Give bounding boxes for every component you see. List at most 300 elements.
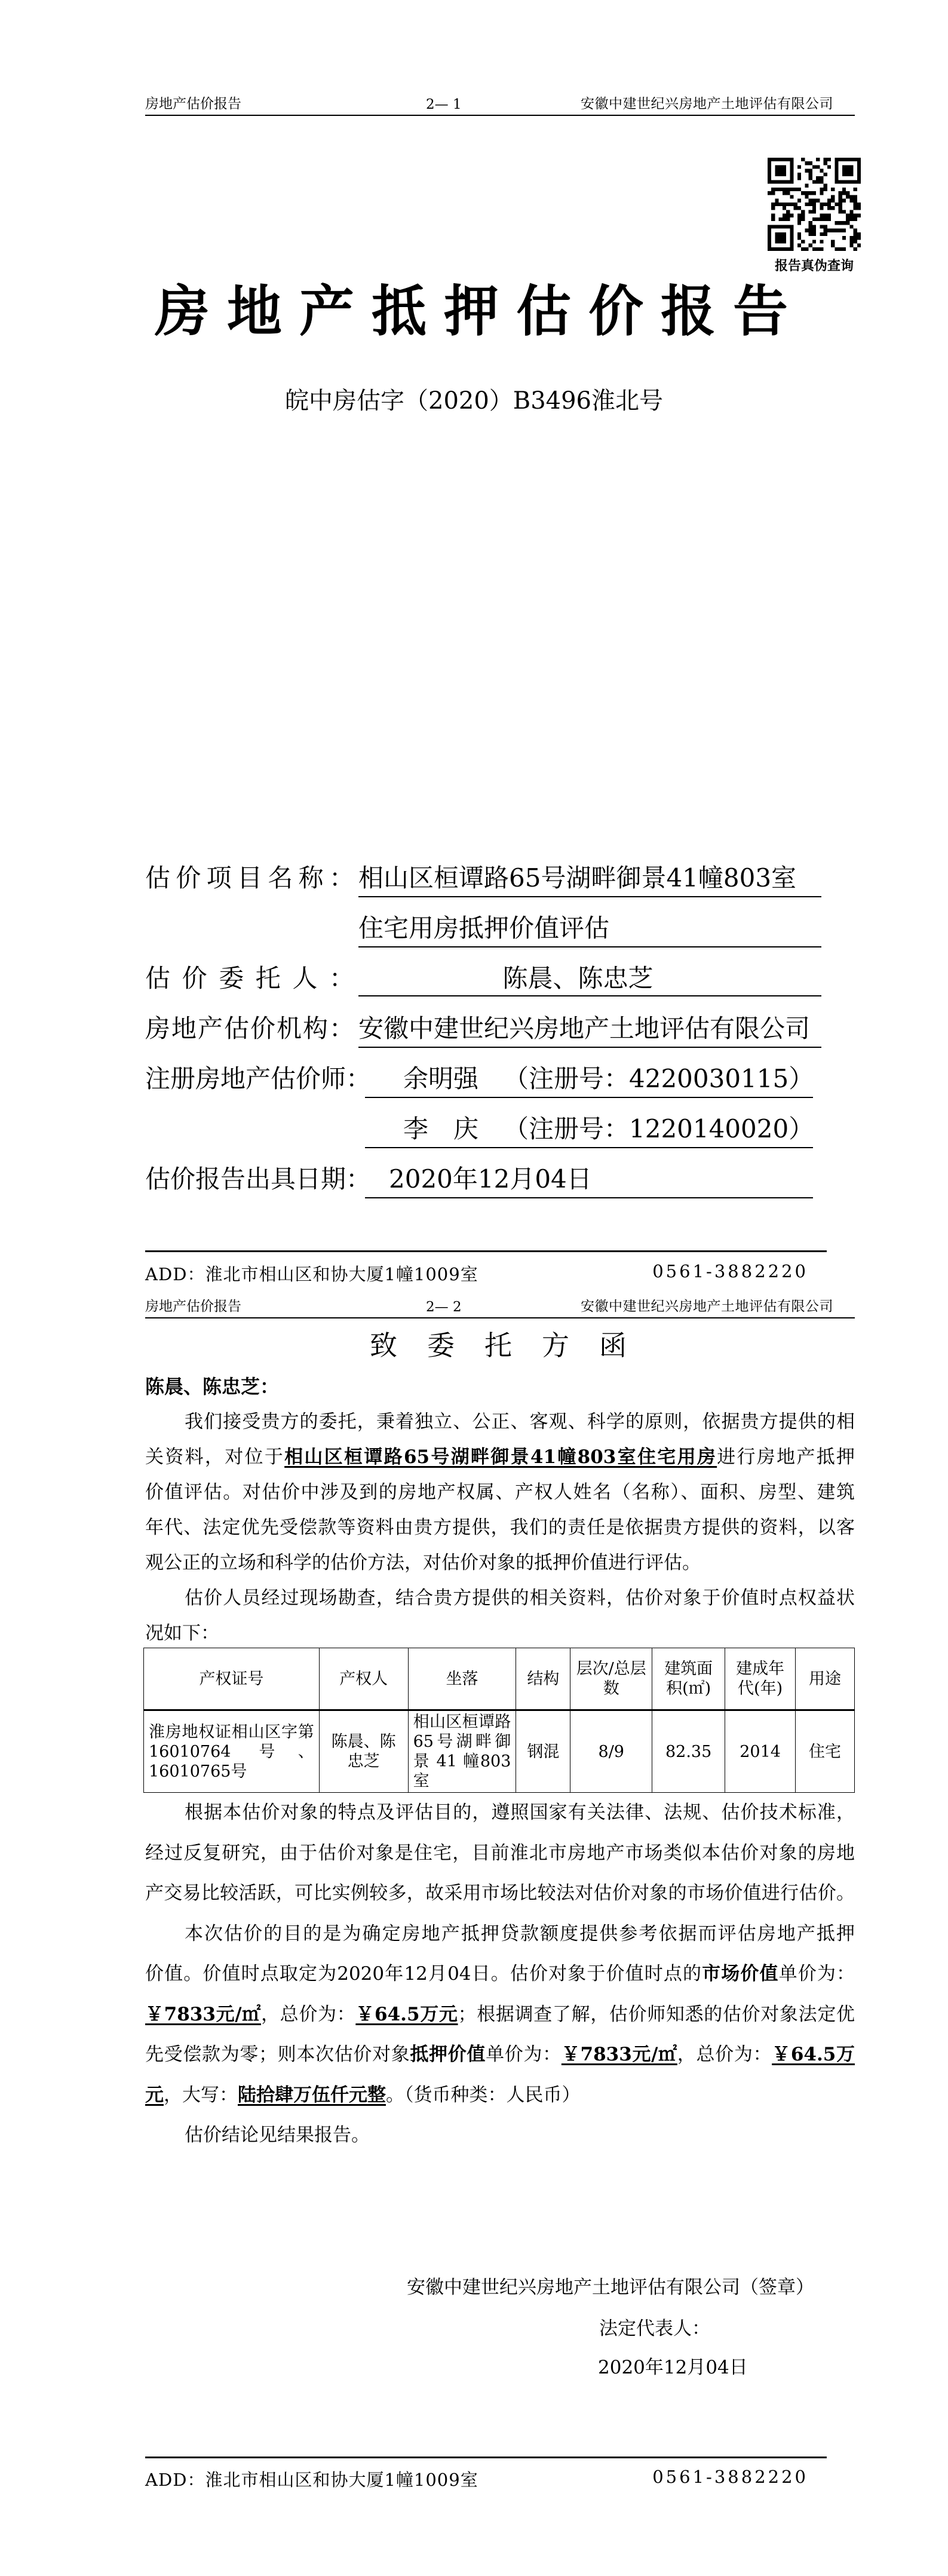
qr-module: [812, 191, 816, 195]
qr-module: [786, 203, 790, 206]
underlined-value: 相山区桓谭路65号湖畔御景41幢803室住宅用房: [284, 1446, 717, 1468]
qr-module: [824, 214, 827, 217]
underlined-value: 陆拾肆万伍仟元整: [238, 2084, 386, 2106]
qr-module: [783, 247, 786, 251]
text-segment: 。（货币种类：人民币）: [386, 2084, 581, 2106]
qr-module: [801, 214, 805, 217]
qr-module: [801, 191, 805, 195]
field-client: [145, 962, 826, 995]
qr-module: [790, 188, 793, 191]
cell-owner: 陈晨、陈忠芝: [319, 1710, 408, 1793]
qr-module: [809, 169, 812, 173]
qr-module: [857, 169, 861, 173]
footer-divider: [145, 2457, 827, 2458]
qr-module: [783, 232, 786, 236]
signature-company: 安徽中建世纪兴房地产土地评估有限公司（签章）: [407, 2277, 814, 2298]
qr-module: [786, 158, 790, 161]
text-segment: 况如下：: [145, 1623, 219, 1644]
paragraph-line: [145, 1793, 855, 1833]
report-date: 2020年12月04日: [389, 1164, 592, 1194]
qr-module: [779, 173, 783, 176]
qr-module: [771, 180, 775, 183]
qr-module: [797, 214, 801, 217]
cell-usage: 住宅: [796, 1710, 855, 1793]
qr-module: [849, 244, 853, 247]
paragraph-line: [145, 1833, 855, 1874]
qr-module: [775, 203, 778, 206]
qr-module: [820, 188, 823, 191]
letter-body-conclusion: [145, 1793, 855, 2156]
qr-module: [768, 158, 771, 161]
qr-module: [842, 221, 846, 225]
qr-module: [854, 229, 857, 232]
qr-module: [849, 195, 853, 198]
qr-module: [839, 158, 842, 161]
qr-module: [797, 221, 801, 225]
qr-module: [809, 176, 812, 180]
table-header: 产权人: [319, 1648, 408, 1710]
table-header-row: [144, 1648, 855, 1710]
field-label: 估价委托人：: [145, 964, 354, 993]
qr-module: [797, 176, 801, 180]
qr-module: [842, 191, 846, 195]
qr-module: [857, 165, 861, 168]
footer-divider: [145, 1250, 827, 1252]
qr-module: [849, 180, 853, 183]
qr-module: [857, 180, 861, 183]
qr-module: [835, 180, 838, 183]
qr-module: [842, 169, 846, 173]
text-segment: 估价人员经过现场勘查，结合贵方提供的相关资料，估价对象于价值时点权益状: [185, 1587, 855, 1609]
header-page-number: 2— 2: [426, 1299, 462, 1315]
qr-module: [812, 225, 816, 228]
underlined-value: ￥64.5万元: [355, 2003, 458, 2025]
header-report-type: 房地产估价报告: [145, 96, 241, 112]
cell-structure: 钢混: [516, 1710, 570, 1793]
qr-module: [849, 217, 853, 221]
qr-module: [783, 214, 786, 217]
cell-floor: 8/9: [570, 1710, 652, 1793]
qr-module: [824, 158, 827, 161]
table-header: 产权证号: [144, 1648, 320, 1710]
qr-module: [846, 191, 849, 195]
qr-module: [812, 232, 816, 236]
qr-module: [790, 169, 793, 173]
qr-module: [854, 195, 857, 198]
qr-module: [801, 240, 805, 243]
qr-module: [854, 206, 857, 210]
qr-module: [790, 214, 793, 217]
footer-address: ADD：淮北市相山区和协大厦1幢1009室: [145, 2470, 478, 2490]
qr-caption: 报告真伪查询: [774, 258, 854, 274]
qr-module: [846, 180, 849, 183]
qr-module: [812, 203, 816, 206]
qr-module: [854, 199, 857, 203]
qr-module: [849, 214, 853, 217]
qr-module: [857, 214, 861, 217]
paragraph-line: [145, 1475, 855, 1510]
qr-module: [835, 247, 838, 251]
qr-module: [857, 206, 861, 210]
qr-module: [809, 191, 812, 195]
qr-module: [775, 225, 778, 228]
qr-module: [790, 225, 793, 228]
qr-module: [779, 225, 783, 228]
underlined-value: ￥7833元/㎡: [145, 2003, 261, 2025]
qr-module: [849, 173, 853, 176]
qr-module: [790, 236, 793, 240]
qr-module: [797, 165, 801, 168]
appraiser-reg-no: （注册号：1220140020）: [504, 1114, 814, 1143]
qr-module: [835, 229, 838, 232]
qr-module: [771, 188, 775, 191]
bold-term: 市场价值: [702, 1963, 779, 1985]
qr-module: [771, 158, 775, 161]
qr-module: [827, 165, 831, 168]
qr-module: [783, 203, 786, 206]
qr-module: [771, 191, 775, 195]
qr-module: [797, 232, 801, 236]
qr-module: [797, 173, 801, 176]
qr-module: [768, 240, 771, 243]
report-number: 皖中房估字（2020）B3496淮北号: [285, 387, 663, 415]
qr-module: [824, 225, 827, 228]
qr-module: [801, 247, 805, 251]
qr-module: [790, 173, 793, 176]
qr-module: [839, 199, 842, 203]
page-header: [145, 91, 855, 116]
table-header: 层次/总层数: [570, 1648, 652, 1710]
qr-module: [849, 199, 853, 203]
qr-module: [857, 173, 861, 176]
qr-module: [827, 203, 831, 206]
text-segment: 进行房地产抵押: [717, 1446, 855, 1468]
qr-module: [768, 232, 771, 236]
qr-module: [797, 244, 801, 247]
text-segment: 单价为：: [486, 2044, 562, 2065]
qr-module: [783, 165, 786, 168]
qr-module: [775, 169, 778, 173]
qr-module: [839, 180, 842, 183]
qr-module: [849, 240, 853, 243]
qr-module: [768, 169, 771, 173]
qr-module: [797, 188, 801, 191]
paragraph-line: [145, 1404, 855, 1440]
qr-module: [790, 240, 793, 243]
paragraph-line: [145, 1616, 855, 1651]
qr-module: [805, 229, 808, 232]
qr-module: [809, 225, 812, 228]
qr-module: [839, 247, 842, 251]
qr-module: [857, 161, 861, 165]
qr-module: [771, 206, 775, 210]
qr-module: [771, 214, 775, 217]
qr-module: [835, 165, 838, 168]
qr-module: [775, 180, 778, 183]
qr-module: [783, 206, 786, 210]
text-segment: 价值评估。对估价中涉及到的房地产权属、产权人姓名（名称）、面积、房型、建筑: [145, 1482, 855, 1503]
qr-module: [846, 195, 849, 198]
qr-module: [790, 232, 793, 236]
qr-module: [824, 161, 827, 165]
qr-module: [842, 247, 846, 251]
header-page-number: 2— 1: [426, 97, 462, 112]
qr-module: [794, 188, 797, 191]
qr-module: [809, 161, 812, 165]
qr-module: [779, 236, 783, 240]
field-label: 房地产估价机构：: [145, 1014, 354, 1043]
qr-module: [790, 244, 793, 247]
text-segment: 产交易比较活跃，可比实例较多，故采用市场比较法对估价对象的市场价值进行估价。: [145, 1882, 855, 1904]
qr-module: [786, 210, 790, 213]
qr-module: [820, 232, 823, 236]
qr-module: [812, 240, 816, 243]
qr-module: [790, 229, 793, 232]
qr-module: [775, 247, 778, 251]
qr-module: [771, 203, 775, 206]
qr-module: [812, 199, 816, 203]
qr-module: [812, 165, 816, 168]
qr-module: [842, 173, 846, 176]
qr-module: [842, 199, 846, 203]
table-header: 坐落: [408, 1648, 516, 1710]
field-value: 住宅用房抵押价值评估: [358, 912, 821, 947]
qr-module: [779, 180, 783, 183]
qr-module: [827, 199, 831, 203]
qr-module: [831, 195, 835, 198]
report-title: 房地产抵押估价报告: [154, 279, 805, 344]
qr-module: [842, 236, 846, 240]
field-project: [145, 861, 826, 895]
qr-module: [854, 188, 857, 191]
field-value: 相山区桓谭路65号湖畔御景41幢803室: [358, 861, 821, 897]
text-segment: 估价结论见结果报告。: [185, 2124, 370, 2146]
qr-module: [768, 173, 771, 176]
qr-module: [831, 229, 835, 232]
qr-module: [812, 206, 816, 210]
qr-module: [816, 180, 820, 183]
qr-module: [775, 158, 778, 161]
qr-code-icon[interactable]: [768, 158, 861, 251]
qr-module: [812, 210, 816, 213]
letter-title: 致委托方函: [370, 1329, 656, 1361]
qr-module: [812, 180, 816, 183]
field-label: 估价项目名称：: [145, 863, 354, 893]
qr-module: [779, 240, 783, 243]
qr-module: [783, 180, 786, 183]
qr-module: [786, 214, 790, 217]
qr-module: [790, 180, 793, 183]
text-segment: ，大写：: [164, 2084, 238, 2106]
qr-module: [820, 247, 823, 251]
qr-module: [797, 206, 801, 210]
cell-area: 82.35: [652, 1710, 725, 1793]
qr-module: [805, 203, 808, 206]
field-label: 估价报告出具日期：: [145, 1164, 372, 1194]
bold-term: 抵押价值: [410, 2044, 486, 2065]
text-segment: 年代、法定优先受偿款等资料由贵方提供，我们的责任是依据贵方提供的资料，以客: [145, 1517, 855, 1538]
qr-module: [835, 158, 838, 161]
qr-module: [786, 188, 790, 191]
cell-location: 相山区桓谭路65号湖畔御景 41 幢803室: [408, 1710, 516, 1793]
qr-module: [846, 214, 849, 217]
header-report-type: 房地产估价报告: [145, 1299, 241, 1314]
qr-module: [831, 206, 835, 210]
paragraph-line: [145, 2115, 855, 2156]
qr-module: [827, 229, 831, 232]
cell-year: 2014: [725, 1710, 796, 1793]
field-value: [365, 1062, 813, 1098]
qr-module: [783, 169, 786, 173]
qr-module: [809, 203, 812, 206]
qr-module: [831, 240, 835, 243]
qr-module: [824, 203, 827, 206]
qr-module: [824, 184, 827, 188]
text-segment: ，总价为：: [677, 2044, 772, 2065]
qr-module: [854, 158, 857, 161]
underlined-value: ￥7833元/㎡: [561, 2044, 677, 2065]
qr-module: [854, 217, 857, 221]
qr-module: [805, 195, 808, 198]
text-segment: 单价为：: [778, 1963, 855, 1985]
qr-module: [857, 158, 861, 161]
qr-module: [783, 225, 786, 228]
qr-module: [857, 176, 861, 180]
table-header: 用途: [796, 1648, 855, 1710]
qr-module: [831, 199, 835, 203]
qr-module: [827, 206, 831, 210]
qr-module: [768, 165, 771, 168]
qr-module: [768, 225, 771, 228]
signature-legal-rep: 法定代表人：: [599, 2318, 710, 2339]
qr-module: [842, 229, 846, 232]
qr-module: [849, 169, 853, 173]
table-header: 建筑面积(㎡): [652, 1648, 725, 1710]
qr-module: [839, 191, 842, 195]
text-segment: 价值。价值时点取定为2020年12月04日。估价对象于价值时点的: [145, 1963, 702, 1985]
qr-module: [809, 173, 812, 176]
qr-module: [812, 217, 816, 221]
qr-module: [809, 232, 812, 236]
qr-module: [820, 203, 823, 206]
field-project-cont: [145, 912, 826, 945]
qr-module: [854, 214, 857, 217]
qr-module: [824, 217, 827, 221]
header-company: 安徽中建世纪兴房地产土地评估有限公司: [581, 1299, 833, 1314]
qr-module: [790, 161, 793, 165]
qr-module: [801, 210, 805, 213]
table-header: 建成年代(年): [725, 1648, 796, 1710]
qr-module: [805, 184, 808, 188]
qr-module: [839, 210, 842, 213]
qr-module: [854, 203, 857, 206]
text-segment: ；根据调查了解，估价师知悉的估价对象法定优: [458, 2003, 855, 2025]
qr-module: [797, 236, 801, 240]
qr-module: [820, 176, 823, 180]
qr-module: [846, 221, 849, 225]
qr-module: [786, 225, 790, 228]
field-value: [365, 1163, 813, 1198]
appraiser-reg-no: （注册号：4220030115）: [504, 1064, 814, 1093]
qr-module: [768, 176, 771, 180]
qr-module: [846, 173, 849, 176]
text-segment: 先受偿款为零；则本次估价对象: [145, 2044, 410, 2065]
qr-module: [779, 217, 783, 221]
qr-module: [820, 217, 823, 221]
qr-module: [842, 210, 846, 213]
qr-module: [783, 236, 786, 240]
paragraph-line: [145, 1545, 855, 1581]
qr-module: [775, 165, 778, 168]
qr-module: [839, 229, 842, 232]
qr-module: [827, 214, 831, 217]
qr-module: [771, 217, 775, 221]
qr-module: [816, 247, 820, 251]
qr-module: [783, 191, 786, 195]
field-value: 安徽中建世纪兴房地产土地评估有限公司: [358, 1012, 821, 1048]
text-segment: 本次估价的目的是为确定房地产抵押贷款额度提供参考依据而评估房地产抵押: [185, 1922, 855, 1945]
qr-module: [849, 158, 853, 161]
paragraph-line: [145, 1581, 855, 1616]
paragraph-line: [145, 1995, 855, 2035]
qr-module: [794, 206, 797, 210]
qr-module: [779, 232, 783, 236]
field-label: 注册房地产估价师：: [145, 1064, 372, 1093]
qr-module: [849, 225, 853, 228]
qr-module: [854, 247, 857, 251]
underlined-value: 元: [145, 2084, 164, 2106]
qr-module: [775, 232, 778, 236]
signature-date: 2020年12月04日: [598, 2357, 748, 2378]
qr-module: [854, 240, 857, 243]
qr-module: [797, 217, 801, 221]
letter-greeting: 陈晨、陈忠芝：: [145, 1375, 280, 1398]
footer-phone: 0561-3882220: [652, 1261, 808, 1281]
qr-module: [775, 188, 778, 191]
qr-module: [854, 232, 857, 236]
qr-module: [824, 232, 827, 236]
qr-module: [771, 247, 775, 251]
qr-module: [805, 191, 808, 195]
qr-module: [783, 188, 786, 191]
page-footer: [145, 2467, 808, 2491]
paragraph-line: [145, 2075, 855, 2116]
text-segment: 观公正的立场和科学的估价方法，对估价对象的抵押价值进行评估。: [145, 1552, 701, 1574]
field-value: 陈晨、陈忠芝: [358, 962, 821, 996]
qr-module: [824, 229, 827, 232]
footer-phone: 0561-3882220: [652, 2467, 808, 2487]
qr-module: [831, 188, 835, 191]
qr-module: [768, 244, 771, 247]
qr-module: [783, 173, 786, 176]
qr-module: [771, 225, 775, 228]
qr-module: [839, 206, 842, 210]
qr-module: [809, 244, 812, 247]
qr-module: [820, 225, 823, 228]
field-appraiser-2: [145, 1112, 826, 1146]
text-segment: 我们接受贵方的委托，秉着独立、公正、客观、科学的原则，依据贵方提供的相: [185, 1411, 855, 1433]
cell-cert-no: 淮房地权证相山区字第 16010764 号、16010765号: [144, 1710, 320, 1793]
header-company: 安徽中建世纪兴房地产土地评估有限公司: [581, 96, 833, 112]
paragraph-line: [145, 1510, 855, 1545]
qr-module: [816, 158, 820, 161]
table-header: 结构: [516, 1648, 570, 1710]
qr-module: [809, 210, 812, 213]
paragraph-line: [145, 1873, 855, 1914]
qr-module: [824, 188, 827, 191]
qr-module: [801, 217, 805, 221]
qr-module: [768, 229, 771, 232]
